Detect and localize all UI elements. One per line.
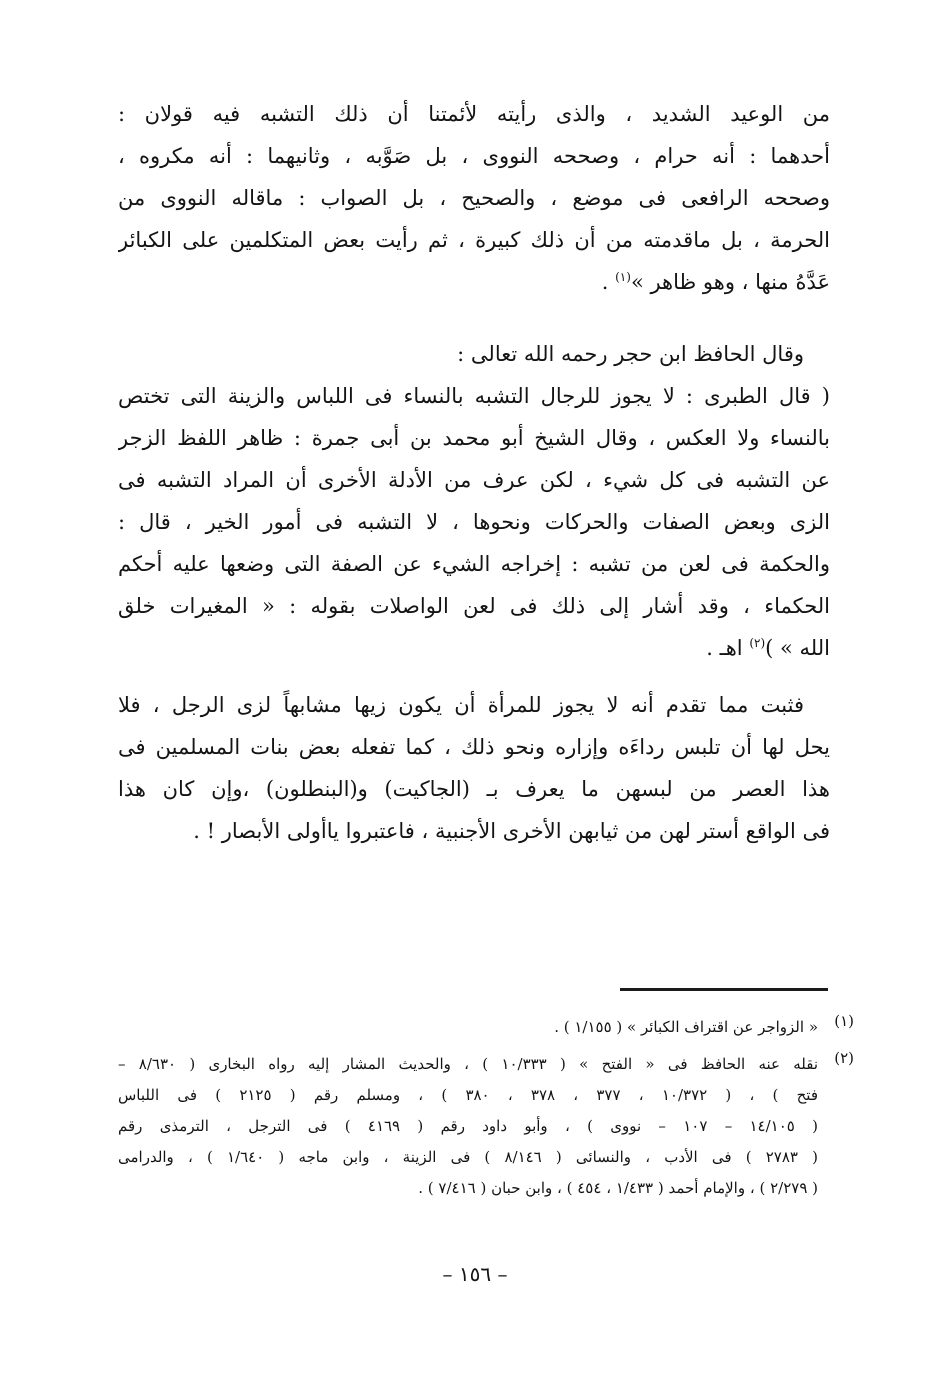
text-line xyxy=(118,627,830,669)
text-line: ( قال الطبرى : لا يجوز للرجال التشبه بالنساء فى اللباس والزينة التى تختص xyxy=(118,384,830,408)
footnote-number: (٢) xyxy=(834,1049,854,1067)
text-segment: عَدَّهُ منها ، وهو ظاهر » xyxy=(630,270,830,294)
text-line: أحدهما : أنه حرام ، وصححه النووى ، بل صَوَّبه ، وثانيهما : أنه مكروه ، xyxy=(118,144,830,168)
text-line: الزى وبعض الصفات والحركات ونحوها ، لا التشبه فى أمور الخير ، قال : xyxy=(118,510,830,534)
footnote-2 xyxy=(118,1049,854,1204)
paragraph-3 xyxy=(118,684,830,852)
text-line: فثبت مما تقدم أنه لا يجوز للمرأة أن يكون زيها مشابهاً لزى الرجل ، فلا xyxy=(118,693,804,717)
footnote-separator xyxy=(620,988,828,991)
text-segment: . xyxy=(601,270,616,294)
text-line xyxy=(118,261,830,303)
page-number: – ١٥٦ – xyxy=(442,1262,508,1286)
footnote-line: ( ٢/٢٧٩ ) ، والإمام أحمد ( ١/٤٣٣ ، ٤٥٤ ) ، وابن حبان ( ٧/٤١٦ ) . xyxy=(418,1179,818,1197)
text-line: الحرمة ، بل ماقدمته من أن ذلك كبيرة ، ثم رأيت بعض المتكلمين على الكبائر xyxy=(118,228,830,252)
footnote-line: نقله عنه الحافظ فى « الفتح » ( ١٠/٣٣٣ ) ، والحديث المشار إليه رواه البخارى ( ٨/٦٣٠ – xyxy=(118,1055,818,1073)
paragraph-intro: وقال الحافظ ابن حجر رحمه الله تعالى : xyxy=(457,342,804,366)
footnote-number: (١) xyxy=(834,1012,854,1030)
text-line: والحكمة فى لعن من تشبه : إخراجه الشيء عن الصفة التى وضعها عليه أحكم xyxy=(118,552,830,576)
paragraph-1 xyxy=(118,93,830,303)
text-segment: اهـ . xyxy=(706,636,750,660)
text-line: عن التشبه فى كل شيء ، لكن عرف من الأدلة الأخرى أن المراد التشبه فى xyxy=(118,468,830,492)
footnote-line: « الزواجر عن اقتراف الكبائر » ( ١/١٥٥ ) . xyxy=(554,1018,818,1036)
footnote-line: ( ٢٧٨٣ ) فى الأدب ، والنسائى ( ٨/١٤٦ ) فى الزينة ، وابن ماجه ( ١/٦٤٠ ) ، والدرامى xyxy=(118,1148,818,1166)
text-line: هذا العصر من لبسهن ما يعرف بـ (الجاكيت) و(البنطلون) ،وإن كان هذا xyxy=(118,777,830,801)
text-line: يحل لها أن تلبس رداءَه وإزاره ونحو ذلك ، كما تفعله بعض بنات المسلمين فى xyxy=(118,735,830,759)
text-line: فى الواقع أستر لهن من ثيابهن الأخرى الأجنبية ، فاعتبروا ياأولى الأبصار ! . xyxy=(193,819,830,843)
footnote-ref: (١) xyxy=(615,270,631,284)
text-segment: الله » ) xyxy=(765,636,830,660)
footnote-line: فتح ) ، ( ١٠/٣٧٢ ، ٣٧٧ ، ٣٧٨ ، ٣٨٠ ) ، ومسلم رقم ( ٢١٢٥ ) فى اللباس xyxy=(118,1086,818,1104)
footnote-row xyxy=(118,1012,854,1043)
text-line: من الوعيد الشديد ، والذى رأيته لأئمتنا أن ذلك التشبه فيه قولان : xyxy=(118,102,830,126)
footnote-row xyxy=(118,1049,854,1204)
text-line: بالنساء ولا العكس ، وقال الشيخ أبو محمد بن أبى جمرة : ظاهر اللفظ الزجر xyxy=(118,426,830,450)
footnote-line: ( ١٤/١٠٥ – ١٠٧ – نووى ) ، وأبو داود رقم ( ٤١٦٩ ) فى الترجل ، الترمذى رقم xyxy=(118,1117,818,1135)
text-line: الحكماء ، وقد أشار إلى ذلك فى لعن الواصلات بقوله : « المغيرات خلق xyxy=(118,594,830,618)
footnote-ref: (٢) xyxy=(749,636,766,650)
footnote-1 xyxy=(118,1012,854,1043)
paragraph-2 xyxy=(118,333,830,669)
text-line: وصححه الرافعى فى موضع ، والصحيح ، بل الصواب : ماقاله النووى من xyxy=(118,186,830,210)
